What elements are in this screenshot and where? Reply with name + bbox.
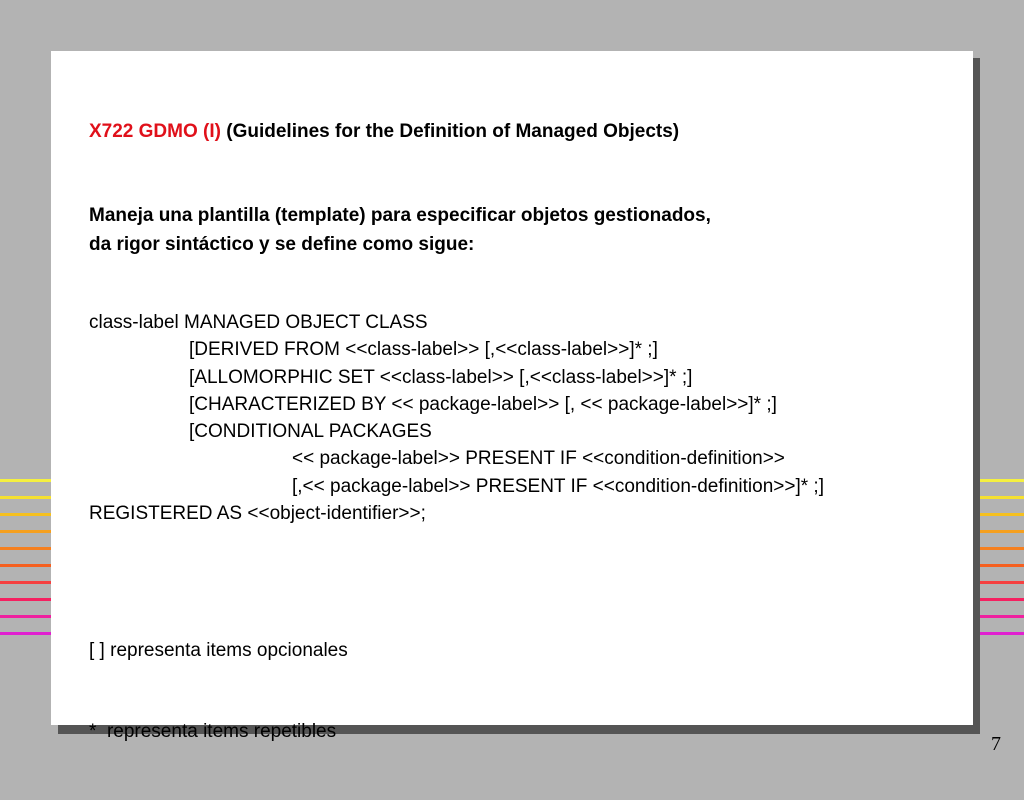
decor-stripe — [975, 513, 1024, 516]
code-line: class-label MANAGED OBJECT CLASS — [89, 312, 428, 333]
template-definition — [89, 309, 824, 527]
decor-stripe — [975, 496, 1024, 499]
decor-stripe — [975, 530, 1024, 533]
title-rest: (Guidelines for the Definition of Managed Objects) — [226, 121, 680, 142]
intro-line: da rigor sintáctico y se define como sigue: — [89, 234, 475, 255]
page-number: 7 — [991, 733, 1001, 755]
decor-stripe — [975, 547, 1024, 550]
code-line: REGISTERED AS <<object-identifier>>; — [89, 503, 426, 525]
note-line: * representa items repetibles — [89, 721, 337, 743]
code-line: [,<< package-label>> PRESENT IF <<condition-definition>>]* ;] — [292, 475, 824, 497]
notes — [89, 582, 348, 800]
decor-stripe — [975, 598, 1024, 601]
intro-line: Maneja una plantilla (template) para especificar objetos gestionados, — [89, 205, 711, 226]
code-line: [CONDITIONAL PACKAGES — [189, 421, 432, 443]
note-line: [ ] representa items opcionales — [89, 639, 348, 661]
slide-title — [89, 121, 679, 143]
intro-paragraph — [89, 201, 711, 259]
slide — [51, 51, 973, 743]
decor-stripe — [975, 632, 1024, 635]
code-line: << package-label>> PRESENT IF <<condition-definition>> — [292, 448, 785, 470]
code-line: [CHARACTERIZED BY << package-label>> [, << package-label>>]* ;] — [189, 393, 777, 415]
code-line: [ALLOMORPHIC SET <<class-label>> [,<<class-label>>]* ;] — [189, 366, 693, 388]
decor-stripe — [975, 564, 1024, 567]
title-code: X722 GDMO (I) — [89, 121, 221, 142]
decor-stripe — [975, 479, 1024, 482]
decor-stripe — [975, 615, 1024, 618]
decor-stripe — [975, 581, 1024, 584]
code-line: [DERIVED FROM <<class-label>> [,<<class-label>>]* ;] — [189, 339, 658, 361]
